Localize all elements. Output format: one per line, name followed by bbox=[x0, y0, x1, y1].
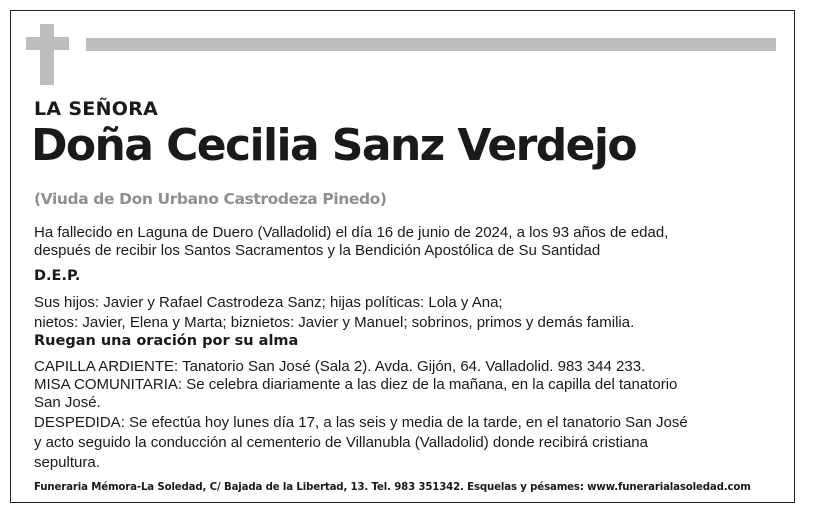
farewell-line-1: DESPEDIDA: Se efectúa hoy lunes día 17, a las seis y media de la tarde, en el tanatorio San José bbox=[34, 414, 688, 431]
widow-of: (Viuda de Don Urbano Castrodeza Pinedo) bbox=[34, 190, 387, 208]
chapel-line: CAPILLA ARDIENTE: Tanatorio San José (Sala 2). Avda. Gijón, 64. Valladolid. 983 344 233. bbox=[34, 358, 646, 375]
mass-line-1: MISA COMUNITARIA: Se celebra diariamente a las diez de la mañana, en la capilla del tanatorio bbox=[34, 376, 678, 393]
cross-icon-arm bbox=[26, 37, 69, 50]
cross-icon bbox=[40, 24, 54, 85]
funeral-home-footer: Funeraria Mémora-La Soledad, C/ Bajada de la Libertad, 13. Tel. 983 351342. Esquelas y pésames: www.funerarialasoledad.com bbox=[34, 482, 751, 493]
intro-title: LA SEÑORA bbox=[34, 98, 159, 120]
mass-line-2: San José. bbox=[34, 394, 101, 411]
death-line-2: después de recibir los Santos Sacramentos y la Bendición Apostólica de Su Santidad bbox=[34, 242, 601, 259]
prayer-heading: Ruegan una oración por su alma bbox=[34, 333, 299, 349]
family-line-2: nietos: Javier, Elena y Marta; biznietos: Javier y Manuel; sobrinos, primos y demás familia. bbox=[34, 314, 635, 331]
farewell-line-3: sepultura. bbox=[34, 454, 100, 471]
farewell-line-2: y acto seguido la conducción al cementerio de Villanubla (Valladolid) donde recibirá cristiana bbox=[34, 434, 648, 451]
header-bar bbox=[86, 38, 776, 51]
deceased-name: Doña Cecilia Sanz Verdejo bbox=[31, 120, 637, 171]
family-line-1: Sus hijos: Javier y Rafael Castrodeza Sanz; hijas políticas: Lola y Ana; bbox=[34, 294, 503, 311]
death-line-1: Ha fallecido en Laguna de Duero (Valladolid) el día 16 de junio de 2024, a los 93 años de edad, bbox=[34, 224, 669, 241]
dep-heading: D.E.P. bbox=[34, 268, 81, 284]
